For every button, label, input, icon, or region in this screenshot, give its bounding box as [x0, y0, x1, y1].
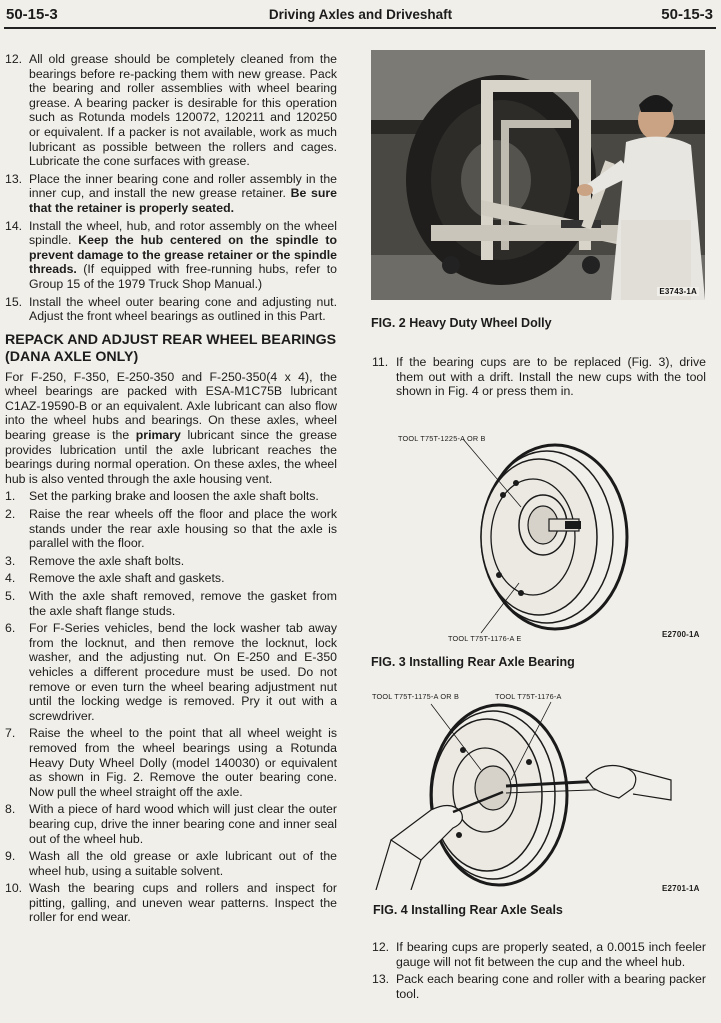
item-text [29, 219, 337, 292]
list-item [5, 295, 337, 324]
item-text: If bearing cups are properly seated, a 0.0015 inch feeler gauge will not fit between the cup and the wheel hub. [396, 940, 706, 969]
list-item [5, 881, 337, 925]
item-text-plain: Place the inner bearing cone and roller assembly in the inner cup, and install the new grease retainer. [29, 171, 337, 201]
header-rule [4, 27, 716, 29]
list-item [5, 589, 337, 618]
list-item [5, 554, 337, 569]
section-heading: REPACK AND ADJUST REAR WHEEL BEARINGS (DANA AXLE ONLY) [5, 331, 337, 365]
fig3-caption: FIG. 3 Installing Rear Axle Bearing [371, 655, 575, 669]
intro-text: For F-250, F-350, E-250-350 and F-250-350(4 x 4), the wheel bearings are packed with ESA-M1C75B lubricant C1AZ-19590-B or an equivalent. Axle lubricant can also flow into the wheel hubs and bearings. On these axles, wheel bearing grease is the [5, 369, 337, 443]
item-number: 5. [5, 589, 16, 603]
page-number-right: 50-15-3 [661, 6, 713, 23]
fig4-caption: FIG. 4 Installing Rear Axle Seals [373, 903, 563, 917]
list-item [372, 355, 706, 399]
item-text-bold: Be sure that the retainer is properly seated. [29, 186, 337, 215]
item-text: With a piece of hard wood which will just clear the outer bearing cup, drive the inner bearing cone and inner seal out of the wheel hub. [29, 802, 337, 846]
item-number: 12. [5, 52, 23, 66]
item-number: 13. [5, 171, 23, 186]
list-item [372, 940, 706, 969]
item-number: 14. [5, 218, 23, 233]
item-number: 11. [372, 355, 389, 369]
fig3-tool-label-bottom: TOOL T75T-1176-A E [448, 634, 522, 643]
page-title: Driving Axles and Driveshaft [268, 7, 453, 22]
intro-text-2: lubricant since the grease provides lubrication until the axle lubricant reaches the bearings during normal operation. On these axles, the wheel hub is also vented through the axle housing vent. [5, 428, 337, 486]
item-text: Raise the wheel to the point that all wheel weight is removed from the wheel bearings using a Rotunda Heavy Duty Wheel Dolly (model 140030) or equivalent as shown in Fig. 2. Remove the outer bearing cone. Now pull the wheel straight off the axle. [29, 726, 337, 799]
bearing-install-diagram [371, 425, 705, 650]
item-text: Pack each bearing cone and roller with a bearing packer tool. [396, 972, 706, 1001]
item-text: Wash all the old grease or axle lubricant out of the wheel hub, using a suitable solvent. [29, 849, 337, 878]
item-number: 9. [5, 849, 16, 864]
item-number: 4. [5, 571, 16, 586]
item-number: 13. [372, 972, 390, 987]
item-number: 10. [5, 881, 23, 896]
fig4-tool-label-left: TOOL T75T-1175-A OR B [372, 692, 460, 701]
list-item [5, 621, 337, 723]
item-number: 8. [5, 802, 16, 817]
item-text: Remove the axle shaft bolts. [29, 553, 185, 568]
page-number-left: 50-15-3 [6, 6, 58, 23]
wheel-dolly-photo [371, 50, 705, 300]
item-number: 12. [372, 940, 390, 954]
item-text: With the axle shaft removed, remove the gasket from the axle shaft flange studs. [29, 589, 337, 618]
list-item [372, 972, 706, 1001]
item-text-after: (If equipped with free-running hubs, refer to Group 15 of the 1979 Truck Shop Manual.) [29, 262, 337, 291]
page-header [0, 6, 721, 28]
fig2-reference: E3743-1A [659, 287, 697, 296]
intro-bold: primary [135, 428, 181, 443]
item-text: For F-Series vehicles, bend the lock washer tab away from the locknut, and then remove the locknut, lock washer, and the adjusting nut. On E-250 and E-350 vehicles a different procedure must be used. Do not remove or even turn the wheel bearing adjustment nut until the locking wedge is removed. Pry it out with a screwdriver. [29, 621, 337, 723]
list-item [5, 489, 337, 504]
section-intro [5, 370, 337, 487]
list-item [5, 849, 337, 878]
item-text: Remove the axle shaft and gaskets. [29, 571, 225, 586]
fig3-reference: E2700-1A [662, 630, 700, 639]
item-text: Set the parking brake and loosen the axle shaft bolts. [29, 489, 319, 504]
fig2-caption: FIG. 2 Heavy Duty Wheel Dolly [371, 316, 552, 330]
fig3-tool-label-top: TOOL T75T-1225-A OR B [398, 434, 486, 443]
right-step-11 [372, 355, 706, 402]
seal-install-diagram [371, 690, 705, 890]
item-text: Raise the rear wheels off the floor and place the work stands under the rear axle housing so that the axle is parallel with the floor. [29, 507, 337, 551]
item-text: Wash the bearing cups and rollers and inspect for pitting, galling, and uneven wear patterns. Inspect the roller for end wear. [29, 881, 337, 925]
fig4-tool-label-right: TOOL T75T-1176-A [495, 692, 562, 701]
item-number: 3. [5, 553, 16, 568]
list-item [5, 172, 337, 216]
item-text: If the bearing cups are to be replaced (Fig. 3), drive them out with a drift. Install the new cups with the tool shown in Fig. 4 or press them in. [396, 355, 706, 399]
item-number: 2. [5, 507, 16, 522]
fig4-reference: E2701-1A [662, 884, 700, 893]
item-text [29, 172, 337, 216]
list-item [5, 507, 337, 551]
list-item [5, 219, 337, 292]
list-item [5, 571, 337, 586]
item-number: 15. [5, 294, 23, 309]
item-number: 1. [5, 489, 16, 504]
list-item [5, 52, 337, 169]
item-text: All old grease should be completely cleaned from the bearings before re-packing them with new grease. Pack the bearing and roller assemblies with wheel bearing grease. A bearing packer is desirable for this operation such as Rotunda models 120072, 120211 and 120250 or equivalent. If a packer is not available, work as much lubricant as possible between the rollers and cages. Lubricate the cone surfaces with grease. [29, 52, 337, 169]
list-item [5, 802, 337, 846]
item-text: Install the wheel outer bearing cone and adjusting nut. Adjust the front wheel bearings as outlined in this Part. [29, 294, 337, 324]
item-text-plain: Install the wheel, hub, and rotor assembly on the wheel spindle. [29, 218, 337, 248]
item-text-bold: Keep the hub centered on the spindle to prevent damage to the grease retainer or the spindle threads. [29, 233, 338, 277]
item-number: 6. [5, 621, 16, 636]
item-number: 7. [5, 726, 16, 741]
left-column [5, 52, 337, 928]
list-item [5, 726, 337, 799]
right-steps [372, 940, 706, 1004]
